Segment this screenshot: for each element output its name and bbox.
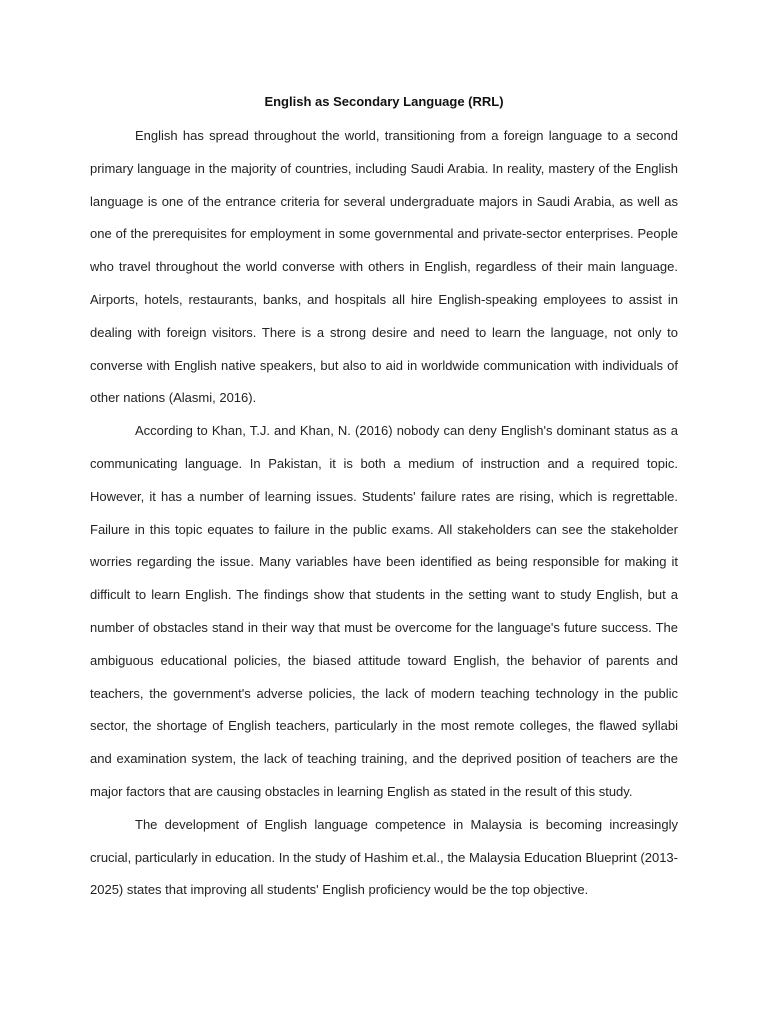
document-title: English as Secondary Language (RRL) bbox=[264, 94, 504, 109]
paragraph-esl-overview: English has spread throughout the world, transitioning from a foreign language to a second primary language in the majority of countries, including Saudi Arabia. In reality, mastery of the English language is one of the entrance criteria for several undergraduate majors in Saudi Arabia, as well as one of the prerequisites for employment in some governmental and private-sector enterprises. People who travel throughout the world converse with others in English, regardless of their main language. Airports, hotels, restaurants, banks, and hospitals all hire English-speaking employees to assist in dealing with foreign visitors. There is a strong desire and need to learn the language, not only to converse with English native speakers, but also to aid in worldwide communication with individuals of other nations (Alasmi, 2016). bbox=[90, 128, 678, 406]
paragraph-malaysia: The development of English language competence in Malaysia is becoming increasingly crucial, particularly in education. In the study of Hashim et.al., the Malaysia Education Blueprint (2013-2025) states that improving all students' English proficiency would be the top objective. bbox=[90, 816, 678, 898]
paragraph-khan-pakistan: According to Khan, T.J. and Khan, N. (2016) nobody can deny English's dominant status as a communicating language. In Pakistan, it is both a medium of instruction and a required topic. However, it has a number of learning issues. Students' failure rates are rising, which is regrettable. Failure in this topic equates to failure in the public exams. All stakeholders can see the stakeholder worries regarding the issue. Many variables have been identified as being responsible for making it difficult to learn English. The findings show that students in the setting want to study English, but a number of obstacles stand in their way that must be overcome for the language's future success. The ambiguous educational policies, the biased attitude toward English, the behavior of parents and teachers, the government's adverse policies, the lack of modern teaching technology in the public sector, the shortage of English teachers, particularly in the most remote colleges, the flawed syllabi and examination system, the lack of teaching training, and the deprived position of teachers are the major factors that are causing obstacles in learning English as stated in the result of this study. bbox=[90, 423, 678, 799]
document-body bbox=[90, 90, 678, 907]
